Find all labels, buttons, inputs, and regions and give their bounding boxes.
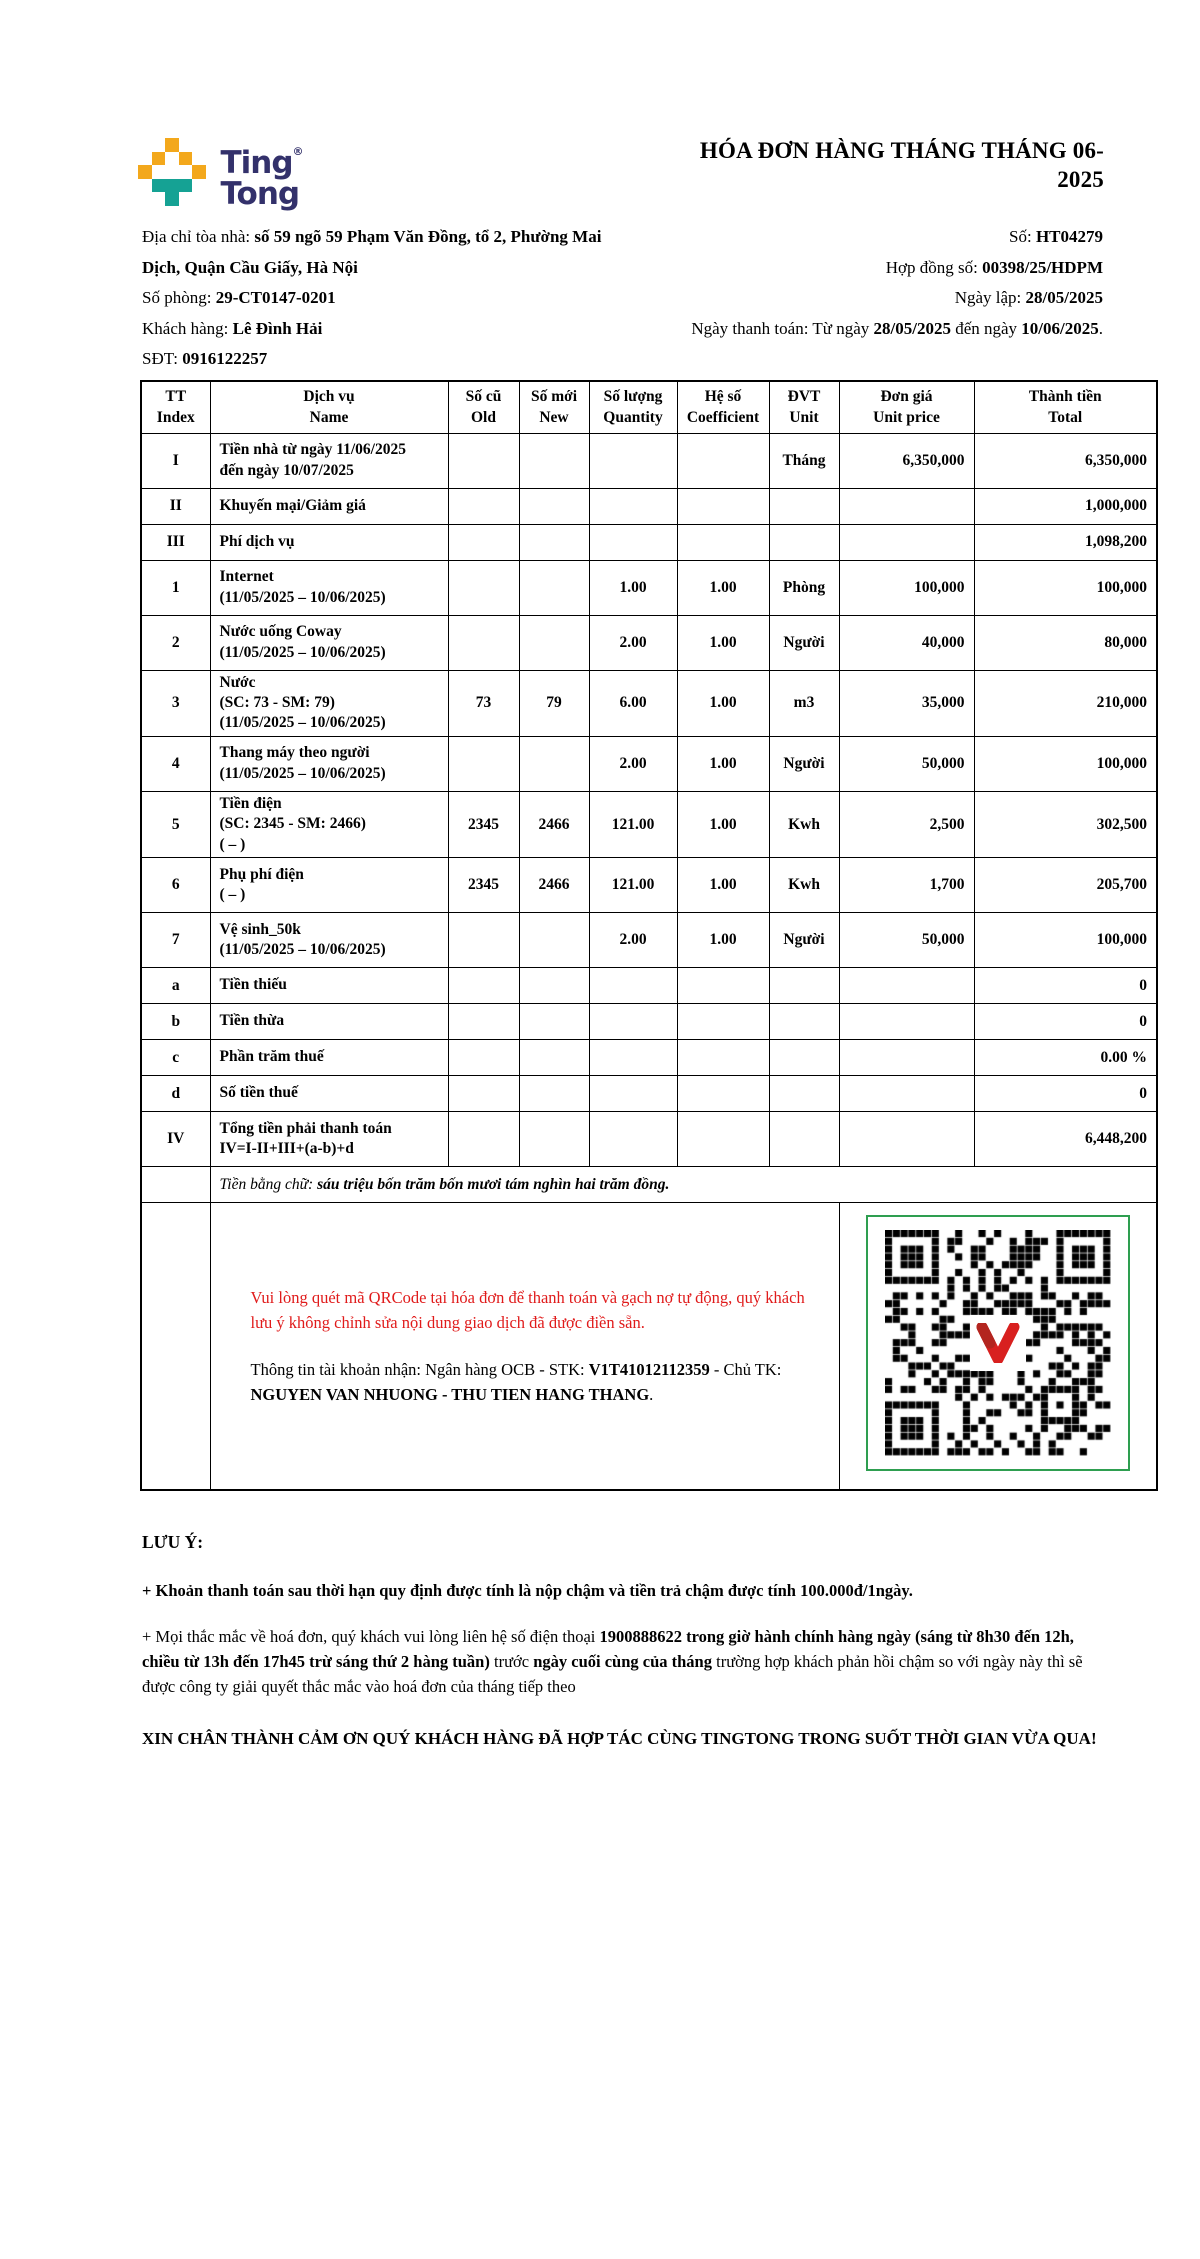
- table-cell: [519, 968, 589, 1004]
- service-name-cell: Tiền nhà từ ngày 11/06/2025 đến ngày 10/07/2025: [210, 433, 448, 488]
- qr-code: [885, 1230, 1111, 1456]
- table-cell: 1.00: [677, 913, 769, 968]
- table-cell: [589, 488, 677, 524]
- table-cell: [519, 488, 589, 524]
- table-row: [141, 968, 1157, 1004]
- logo-yellow-pixel: [138, 165, 152, 179]
- table-cell: 1.00: [677, 670, 769, 736]
- table-cell: [677, 488, 769, 524]
- table-cell: 40,000: [839, 615, 974, 670]
- service-name-cell: Nước (SC: 73 - SM: 79) (11/05/2025 – 10/06/2025): [210, 670, 448, 736]
- table-cell: [448, 615, 519, 670]
- footer-note: + Mọi thắc mắc về hoá đơn, quý khách vui lòng liên hệ số điện thoại 1900888622 trong giờ hành chính hàng ngày (sáng từ 8h30 đến 12h, chiều từ 13h đến 17h45 trừ sáng thứ 2 hàng tuần) trước ngày cuối cùng của tháng trường hợp khách phản hồi chậm so với ngày này thì sẽ được công ty giải quyết thắc mắc vào hoá đơn của tháng tiếp theo: [142, 1627, 1083, 1696]
- table-cell: 7: [141, 913, 210, 968]
- table-cell: 6,448,200: [974, 1112, 1157, 1167]
- table-cell: 79: [519, 670, 589, 736]
- table-cell: [769, 968, 839, 1004]
- table-cell: [519, 1076, 589, 1112]
- table-cell: 5: [141, 791, 210, 857]
- column-header: Thành tiền Total: [974, 381, 1157, 433]
- logo-yellow-pixel: [152, 152, 166, 166]
- column-header: Dịch vụ Name: [210, 381, 448, 433]
- table-row: [141, 1112, 1157, 1167]
- table-cell: [519, 913, 589, 968]
- table-row: [141, 615, 1157, 670]
- table-cell: [519, 433, 589, 488]
- column-header: Số lượng Quantity: [589, 381, 677, 433]
- table-cell: [519, 615, 589, 670]
- table-row: [141, 858, 1157, 913]
- table-cell: [589, 968, 677, 1004]
- logo-yellow-pixel: [192, 165, 206, 179]
- table-cell: 0.00 %: [974, 1040, 1157, 1076]
- table-cell: [769, 488, 839, 524]
- table-cell: [839, 968, 974, 1004]
- table-row: [141, 670, 1157, 736]
- table-cell: [839, 1112, 974, 1167]
- table-cell: [769, 524, 839, 560]
- table-cell: 1.00: [677, 560, 769, 615]
- notes-heading: LƯU Ý:: [142, 1532, 204, 1552]
- table-row: [141, 1040, 1157, 1076]
- table-cell: [769, 1112, 839, 1167]
- table-header-row: [141, 381, 1157, 433]
- table-cell: 50,000: [839, 913, 974, 968]
- table-cell: 2466: [519, 858, 589, 913]
- table-cell: Kwh: [769, 791, 839, 857]
- table-cell: [839, 1076, 974, 1112]
- service-name-cell: Tiền thiếu: [210, 968, 448, 1004]
- table-cell: 73: [448, 670, 519, 736]
- invoice-table: [140, 380, 1158, 1491]
- meta-line: Ngày thanh toán: Từ ngày 28/05/2025 đến ngày 10/06/2025.: [691, 318, 1103, 338]
- table-cell: III: [141, 524, 210, 560]
- building-customer-info: [142, 222, 601, 375]
- brand-line2: Tong: [220, 176, 300, 212]
- service-name-cell: Thang máy theo người (11/05/2025 – 10/06/2025): [210, 736, 448, 791]
- table-cell: 6.00: [589, 670, 677, 736]
- table-cell: [589, 433, 677, 488]
- column-header: ĐVT Unit: [769, 381, 839, 433]
- table-cell: 2.00: [589, 736, 677, 791]
- table-cell: a: [141, 968, 210, 1004]
- table-cell: 1.00: [677, 736, 769, 791]
- table-cell: 0: [974, 1076, 1157, 1112]
- logo-teal-pixel: [179, 179, 193, 193]
- table-cell: Phòng: [769, 560, 839, 615]
- column-header: Hệ số Coefficient: [677, 381, 769, 433]
- qr-instructions-cell: [210, 1203, 839, 1490]
- registered-mark: ®: [292, 145, 304, 158]
- table-cell: I: [141, 433, 210, 488]
- table-cell: 1,000,000: [974, 488, 1157, 524]
- table-cell: [769, 1004, 839, 1040]
- service-name-cell: Phụ phí điện ( – ): [210, 858, 448, 913]
- table-row: [141, 488, 1157, 524]
- table-cell: 2466: [519, 791, 589, 857]
- table-cell: [448, 913, 519, 968]
- table-cell: [448, 524, 519, 560]
- logo-teal-pixel: [152, 179, 166, 193]
- table-cell: 0: [974, 1004, 1157, 1040]
- table-cell: 0: [974, 968, 1157, 1004]
- table-cell: 1,098,200: [974, 524, 1157, 560]
- table-cell: [448, 968, 519, 1004]
- table-cell: 2.00: [589, 913, 677, 968]
- table-cell: d: [141, 1076, 210, 1112]
- table-cell: [839, 1004, 974, 1040]
- service-name-cell: Số tiền thuế: [210, 1076, 448, 1112]
- table-cell: 6,350,000: [974, 433, 1157, 488]
- table-cell: 2345: [448, 858, 519, 913]
- table-cell: 2345: [448, 791, 519, 857]
- table-cell: Người: [769, 615, 839, 670]
- column-header: Số cũ Old: [448, 381, 519, 433]
- meta-line: Số: HT04279: [1009, 227, 1103, 246]
- table-cell: [589, 1112, 677, 1167]
- table-cell: 100,000: [974, 560, 1157, 615]
- table-cell: 100,000: [839, 560, 974, 615]
- table-cell: IV: [141, 1112, 210, 1167]
- table-cell: 1: [141, 560, 210, 615]
- table-cell: 2,500: [839, 791, 974, 857]
- invoice-info: [142, 222, 1103, 375]
- service-name-cell: Khuyến mại/Giảm giá: [210, 488, 448, 524]
- table-cell: [589, 1076, 677, 1112]
- table-cell: [519, 1112, 589, 1167]
- service-name-cell: Phần trăm thuế: [210, 1040, 448, 1076]
- table-cell: [141, 1167, 210, 1203]
- table-row: [141, 913, 1157, 968]
- table-row: [141, 433, 1157, 488]
- table-cell: [677, 1040, 769, 1076]
- amount-in-words: Tiền bằng chữ: sáu triệu bốn trăm bốn mươi tám nghìn hai trăm đồng.: [210, 1167, 1157, 1203]
- logo-teal-pixel: [165, 192, 179, 206]
- table-row: [141, 524, 1157, 560]
- service-name-cell: Nước uống Coway (11/05/2025 – 10/06/2025): [210, 615, 448, 670]
- table-cell: [519, 524, 589, 560]
- table-cell: 1.00: [677, 858, 769, 913]
- table-cell: 121.00: [589, 791, 677, 857]
- table-cell: b: [141, 1004, 210, 1040]
- table-cell: [448, 736, 519, 791]
- table-cell: [448, 560, 519, 615]
- table-cell: [448, 433, 519, 488]
- qr-red-note: Vui lòng quét mã QRCode tại hóa đơn để thanh toán và gạch nợ tự động, quý khách lưu ý không chỉnh sửa nội dung giao dịch đã được điền sẵn.: [250, 1287, 805, 1332]
- table-cell: 2: [141, 615, 210, 670]
- table-cell: [677, 1004, 769, 1040]
- service-name-cell: Tiền điện (SC: 2345 - SM: 2466) ( – ): [210, 791, 448, 857]
- logo-yellow-pixel: [165, 138, 179, 152]
- table-cell: 1.00: [677, 615, 769, 670]
- service-name-cell: Tổng tiền phải thanh toán IV=I-II+III+(a-b)+d: [210, 1112, 448, 1167]
- table-cell: [677, 524, 769, 560]
- invoice-title-line1: HÓA ĐƠN HÀNG THÁNG THÁNG 06-: [699, 138, 1104, 163]
- table-cell: 3: [141, 670, 210, 736]
- info-line: Dịch, Quận Cầu Giấy, Hà Nội: [142, 257, 358, 277]
- table-row: [141, 560, 1157, 615]
- table-row: [141, 1004, 1157, 1040]
- table-cell: [769, 1040, 839, 1076]
- table-cell: [589, 1004, 677, 1040]
- table-row: [141, 791, 1157, 857]
- table-cell: 6,350,000: [839, 433, 974, 488]
- table-cell: [448, 488, 519, 524]
- table-cell: c: [141, 1040, 210, 1076]
- invoice-meta-info: [691, 222, 1103, 375]
- info-line: Địa chỉ tòa nhà: số 59 ngõ 59 Phạm Văn Đồng, tổ 2, Phường Mai: [142, 227, 602, 246]
- table-cell: 100,000: [974, 913, 1157, 968]
- table-cell: 205,700: [974, 858, 1157, 913]
- table-cell: 2.00: [589, 615, 677, 670]
- table-cell: [448, 1004, 519, 1040]
- qr-payment-row: [141, 1203, 1157, 1490]
- info-line: Số phòng: 29-CT0147-0201: [142, 288, 336, 308]
- table-cell: 4: [141, 736, 210, 791]
- table-cell: 1.00: [589, 560, 677, 615]
- table-cell: 35,000: [839, 670, 974, 736]
- table-cell: [677, 968, 769, 1004]
- info-line: Khách hàng: Lê Đình Hải: [142, 318, 323, 338]
- table-cell: 6: [141, 858, 210, 913]
- table-cell: [519, 1004, 589, 1040]
- table-cell: Người: [769, 913, 839, 968]
- table-cell: [519, 1040, 589, 1076]
- table-cell: II: [141, 488, 210, 524]
- table-cell: [519, 736, 589, 791]
- table-cell: [769, 1076, 839, 1112]
- table-cell: [839, 524, 974, 560]
- column-header: Đơn giá Unit price: [839, 381, 974, 433]
- table-cell: 50,000: [839, 736, 974, 791]
- meta-line: Ngày lập: 28/05/2025: [954, 288, 1103, 308]
- tingtong-wordmark: [221, 136, 304, 210]
- table-cell: [589, 1040, 677, 1076]
- column-header: TT Index: [141, 381, 210, 433]
- meta-line: Hợp đồng số: 00398/25/HDPM: [885, 257, 1103, 277]
- table-cell: Tháng: [769, 433, 839, 488]
- table-cell: Người: [769, 736, 839, 791]
- thank-you-message: XIN CHÂN THÀNH CẢM ƠN QUÝ KHÁCH HÀNG ĐÃ HỢP TÁC CÙNG TINGTONG TRONG SUỐT THỜI GIAN VỪA QUA!: [142, 1729, 1097, 1748]
- table-cell: [448, 1076, 519, 1112]
- table-cell: m3: [769, 670, 839, 736]
- qr-code-cell: [839, 1203, 1157, 1490]
- table-cell: 80,000: [974, 615, 1157, 670]
- table-row: [141, 1076, 1157, 1112]
- amount-in-words-row: [141, 1167, 1157, 1203]
- info-line: SĐT: 0916122257: [142, 349, 268, 369]
- invoice-title-line2: 2025: [1057, 167, 1104, 192]
- table-cell: [589, 524, 677, 560]
- tingtong-logo: [138, 128, 304, 210]
- logo-yellow-pixel: [179, 152, 193, 166]
- table-cell: [677, 1076, 769, 1112]
- service-name-cell: Tiền thừa: [210, 1004, 448, 1040]
- table-cell: [677, 1112, 769, 1167]
- table-cell: 1,700: [839, 858, 974, 913]
- tingtong-pixel-arrow-icon: [138, 138, 206, 206]
- table-cell: [519, 560, 589, 615]
- brand-line1: Ting: [220, 145, 293, 181]
- footer-note: + Khoản thanh toán sau thời hạn quy định được tính là nộp chậm và tiền trả chậm được tính 100.000đ/1ngày.: [142, 1581, 913, 1600]
- table-cell: [677, 433, 769, 488]
- table-cell: 302,500: [974, 791, 1157, 857]
- table-cell: Kwh: [769, 858, 839, 913]
- table-cell: [839, 488, 974, 524]
- invoice-title: [484, 136, 1104, 194]
- service-name-cell: Vệ sinh_50k (11/05/2025 – 10/06/2025): [210, 913, 448, 968]
- table-cell: [448, 1040, 519, 1076]
- table-cell: [839, 1040, 974, 1076]
- logo-teal-pixel: [165, 179, 179, 193]
- table-cell: 210,000: [974, 670, 1157, 736]
- qr-center-red-v-icon: [970, 1315, 1026, 1371]
- table-cell: 121.00: [589, 858, 677, 913]
- service-name-cell: Phí dịch vụ: [210, 524, 448, 560]
- table-cell: [448, 1112, 519, 1167]
- table-cell: [141, 1203, 210, 1490]
- qr-green-frame: [866, 1215, 1130, 1471]
- table-cell: 100,000: [974, 736, 1157, 791]
- invoice-footer-notes: [142, 1532, 1110, 1753]
- table-cell: 1.00: [677, 791, 769, 857]
- table-row: [141, 736, 1157, 791]
- receiver-account-info: Thông tin tài khoản nhận: Ngân hàng OCB - STK: V1T41012112359 - Chủ TK: NGUYEN VAN NHUONG - THU TIEN HANG THANG.: [250, 1359, 782, 1404]
- service-name-cell: Internet (11/05/2025 – 10/06/2025): [210, 560, 448, 615]
- column-header: Số mới New: [519, 381, 589, 433]
